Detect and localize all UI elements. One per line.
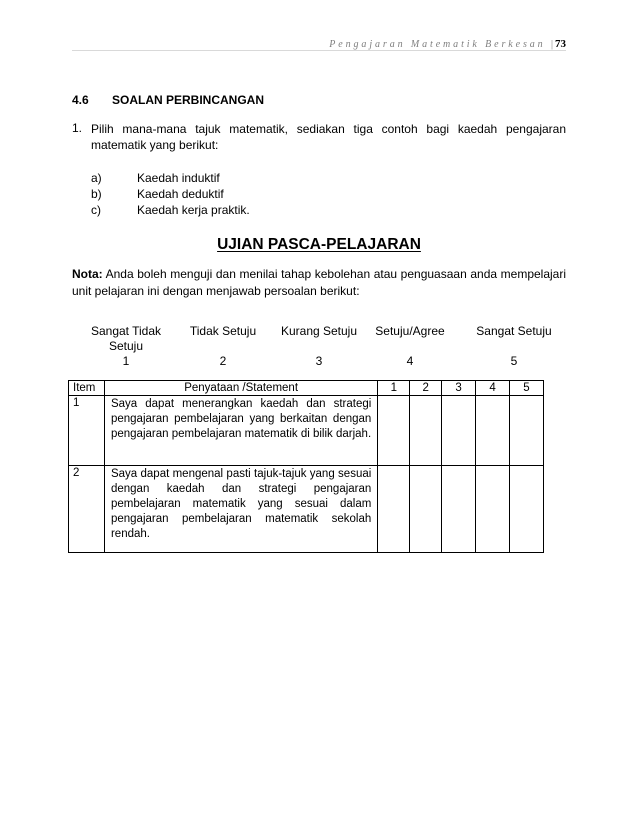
row-2-statement: Saya dapat mengenal pasti tajuk-tajuk yang sesuai dengan kaedah dan strategi pengajaran pembelajaran matematik yang sesuai dalam pengajaran pembelajaran matematik sekolah rendah. xyxy=(104,466,377,553)
table-row xyxy=(69,466,544,553)
question-text: Pilih mana-mana tajuk matematik, sediakan tiga contoh bagi kaedah pengajaran matematik yang berikut: xyxy=(91,122,566,152)
option-label-c: c) xyxy=(91,203,101,217)
note-text: Anda boleh menguji dan menilai tahap kebolehan atau penguasaan anda mempelajari unit pelajaran ini dengan menjawab persoalan berikut: xyxy=(72,267,567,298)
section-title: SOALAN PERBINCANGAN xyxy=(112,93,265,107)
row-1-rating-5[interactable] xyxy=(510,396,544,466)
row-1-rating-4[interactable] xyxy=(476,396,510,466)
row-1-statement: Saya dapat menerangkan kaedah dan strategi pengajaran pembelajaran yang berkaitan dengan pengajaran pembelajaran matematik di bilik darjah. xyxy=(104,396,377,466)
option-text-c: Kaedah kerja praktik. xyxy=(137,203,250,217)
scale-value-1: 1 xyxy=(122,354,130,368)
scale-value-3: 3 xyxy=(315,354,323,368)
scale-option-3 xyxy=(274,324,364,369)
scale-label-4: Setuju/Agree xyxy=(375,324,445,338)
row-2-rating-4[interactable] xyxy=(476,466,510,553)
row-1-rating-2[interactable] xyxy=(410,396,442,466)
header-scale-1: 1 xyxy=(378,381,410,396)
row-2-rating-5[interactable] xyxy=(510,466,544,553)
scale-label-1-line2: Setuju xyxy=(108,339,144,353)
scale-label-2: Tidak Setuju xyxy=(189,324,257,338)
scale-label-3: Kurang Setuju xyxy=(280,324,358,338)
header-separator: | xyxy=(550,39,553,50)
option-text-a: Kaedah induktif xyxy=(137,171,220,185)
header-scale-5: 5 xyxy=(510,381,544,396)
scale-option-2 xyxy=(180,324,266,369)
table-row xyxy=(69,396,544,466)
scale-option-4 xyxy=(366,324,454,369)
header-scale-4: 4 xyxy=(476,381,510,396)
table-header-row xyxy=(69,381,544,396)
note-label: Nota: xyxy=(72,267,103,281)
row-1-rating-1[interactable] xyxy=(378,396,410,466)
section-number: 4.6 xyxy=(72,93,89,107)
scale-label-5: Sangat Setuju xyxy=(476,324,552,338)
row-1-rating-3[interactable] xyxy=(442,396,476,466)
header-statement: Penyataan /Statement xyxy=(104,381,377,396)
scale-option-5 xyxy=(468,324,560,369)
page-number: 73 xyxy=(555,38,566,50)
assessment-note xyxy=(72,266,566,300)
header-item: Item xyxy=(69,381,105,396)
scale-value-4: 4 xyxy=(406,354,414,368)
scale-option-1 xyxy=(84,324,168,369)
row-2-item: 2 xyxy=(69,466,105,553)
statement-table xyxy=(68,380,544,553)
option-text-b: Kaedah deduktif xyxy=(137,187,224,201)
row-2-rating-3[interactable] xyxy=(442,466,476,553)
scale-value-5: 5 xyxy=(510,354,518,368)
question-number: 1. xyxy=(72,121,83,135)
option-label-b: b) xyxy=(91,187,102,201)
header-scale-2: 2 xyxy=(410,381,442,396)
option-label-a: a) xyxy=(91,171,102,185)
assessment-title: UJIAN PASCA-PELAJARAN xyxy=(217,236,421,253)
scale-value-2: 2 xyxy=(219,354,227,368)
row-1-item: 1 xyxy=(69,396,105,466)
row-2-rating-1[interactable] xyxy=(378,466,410,553)
scale-label-1-line1: Sangat Tidak xyxy=(90,324,162,338)
header-title: Pengajaran Matematik Berkesan xyxy=(329,39,546,50)
header-scale-3: 3 xyxy=(442,381,476,396)
header-rule xyxy=(72,50,566,51)
row-2-rating-2[interactable] xyxy=(410,466,442,553)
